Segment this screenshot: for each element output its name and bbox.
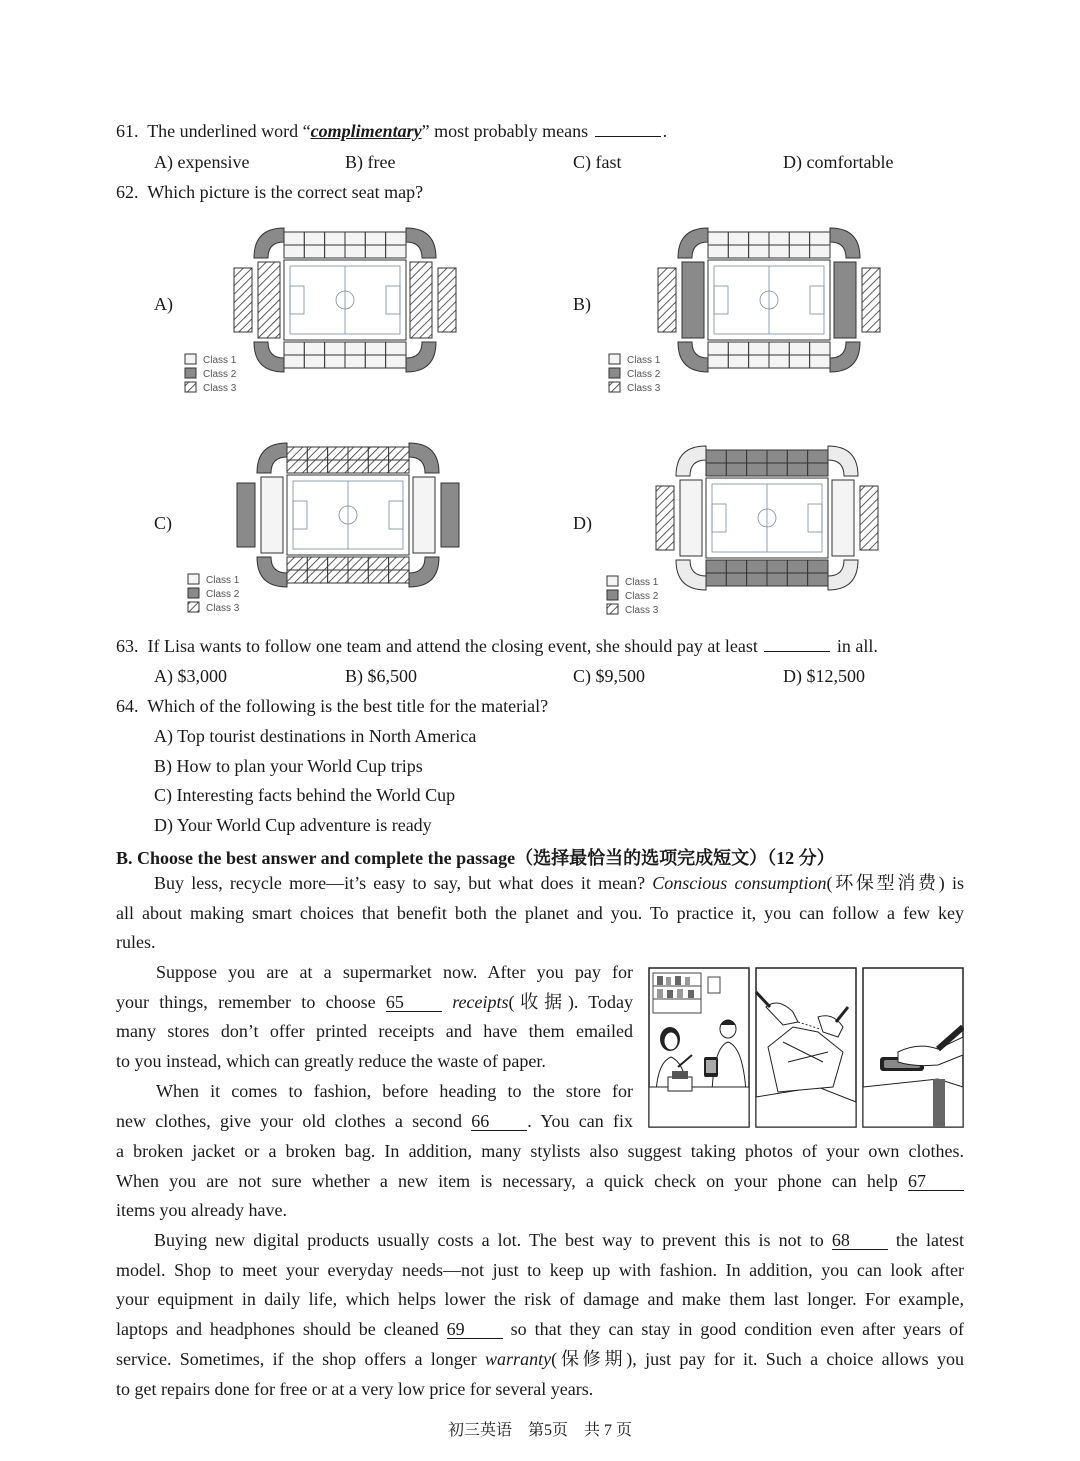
top-stand-block [368, 447, 388, 460]
text: Buy less, recycle more—it’s easy to say, but what does it mean? [154, 873, 646, 893]
text-line [116, 1167, 964, 1197]
phone-scene [863, 968, 963, 1127]
top-stand-block [810, 232, 830, 245]
top-stand-block [787, 463, 807, 476]
option-b: B) free [345, 152, 396, 172]
section-b-heading: B. Choose the best answer and complete the passage（选择最恰当的选项完成短文）（12 分） [116, 848, 835, 868]
bottom-stand-block [808, 560, 828, 573]
corner-stand [409, 557, 439, 587]
q64-text: Which of the following is the best title for the material? [147, 696, 549, 716]
top-stand-block [325, 245, 345, 258]
bottom-stand-block [810, 342, 830, 355]
bottom-stand-block [726, 573, 746, 586]
top-stand-block [708, 232, 728, 245]
text-line [116, 1107, 633, 1137]
q63-stem [116, 636, 878, 657]
bottom-stand-block [787, 573, 807, 586]
text-line [116, 1226, 964, 1256]
bottom-stand-block [706, 573, 726, 586]
corner-stand [254, 228, 284, 258]
bottom-stand-block [389, 557, 409, 570]
top-stand-block [749, 232, 769, 245]
page-footer: 初三英语 第5页 共 7 页 [447, 1422, 632, 1439]
bottom-stand-block [810, 355, 830, 368]
left-outer-stand [234, 268, 252, 332]
q63-text: If Lisa wants to follow one team and attend the closing event, she should pay at least [147, 636, 758, 656]
bottom-stand-block [787, 560, 807, 573]
underlined-word: complimentary [310, 121, 422, 141]
bottom-stand-block [284, 355, 304, 368]
corner-stand [257, 443, 287, 473]
option-a: A) expensive [154, 152, 250, 172]
top-stand-block [787, 450, 807, 463]
top-stand-block [726, 450, 746, 463]
bottom-stand-block [386, 342, 406, 355]
left-outer-stand [237, 483, 255, 547]
bottom-stand-block [287, 557, 307, 570]
top-stand-block [284, 245, 304, 258]
bottom-stand-block [307, 557, 327, 570]
top-stand-block [365, 245, 385, 258]
seat-map-c[interactable] [183, 422, 473, 614]
option-b: B) $6,500 [345, 666, 417, 686]
top-stand-block [307, 460, 327, 473]
top-stand-block [726, 463, 746, 476]
corner-stand [257, 557, 287, 587]
bottom-stand-block [389, 570, 409, 583]
right-outer-stand [862, 268, 880, 332]
option-d: D) $12,500 [783, 666, 865, 686]
legend-label: Class 3 [206, 603, 240, 614]
bottom-stand-block [348, 557, 368, 570]
top-stand-block [304, 245, 324, 258]
legend-swatch [185, 354, 196, 364]
text: . You can fix [527, 1110, 633, 1131]
text-line [116, 988, 633, 1018]
bottom-stand-block [365, 342, 385, 355]
text: new clothes, give your old clothes a second [116, 1110, 463, 1131]
bottom-stand-block [386, 355, 406, 368]
legend-label: Class 2 [627, 369, 661, 380]
top-stand-block [386, 245, 406, 258]
text-line: items you already have. [116, 1200, 287, 1221]
top-stand-block [728, 232, 748, 245]
corner-stand [830, 342, 860, 372]
text: service. Sometimes, if the shop offers a longer [116, 1348, 477, 1369]
top-stand-block [706, 463, 726, 476]
top-stand-block [728, 245, 748, 258]
corner-stand [676, 560, 706, 590]
option-c: C) $9,500 [573, 666, 645, 686]
top-stand-block [284, 232, 304, 245]
right-inner-stand [410, 262, 432, 338]
text: When you are not sure whether a new item is necessary, a quick check on your phone can help [116, 1170, 898, 1191]
left-inner-stand [261, 477, 283, 553]
blank-65[interactable]: 65 [386, 993, 442, 1012]
bottom-stand-block [728, 342, 748, 355]
text-line: to you instead, which can greatly reduce the waste of paper. [116, 1051, 546, 1072]
top-stand-block [747, 450, 767, 463]
top-stand-block [708, 245, 728, 258]
bottom-stand-block [728, 355, 748, 368]
bottom-stand-block [749, 355, 769, 368]
text-line [116, 1315, 964, 1345]
right-outer-stand [860, 486, 878, 550]
right-inner-stand [834, 262, 856, 338]
option-a: A) Top tourist destinations in North America [154, 726, 477, 746]
top-stand-block [368, 460, 388, 473]
question-number: 63. [116, 636, 139, 656]
bottom-stand-block [304, 342, 324, 355]
legend-swatch [609, 368, 620, 378]
bottom-stand-block [365, 355, 385, 368]
text: your things, remember to choose [116, 991, 376, 1012]
top-stand-block [810, 245, 830, 258]
legend-label: Class 2 [206, 589, 240, 600]
map-label-c: C) [154, 513, 172, 533]
top-stand-block [389, 460, 409, 473]
top-stand-block [769, 232, 789, 245]
recycling-illustration [648, 967, 964, 1128]
legend-label: Class 1 [627, 355, 661, 366]
text: laptops and headphones should be cleaned [116, 1319, 439, 1340]
text-line: many stores don’t offer printed receipts and have them emailed [116, 1021, 633, 1042]
question-number: 61. [116, 121, 139, 141]
bottom-stand-block [747, 560, 767, 573]
legend-swatch [607, 604, 618, 614]
question-number: 62. [116, 182, 139, 202]
top-stand-block [325, 232, 345, 245]
q61-text-after: ” most probably means [421, 121, 589, 141]
legend-swatch [609, 354, 620, 364]
map-label-b: B) [573, 294, 591, 314]
option-d: D) Your World Cup adventure is ready [154, 815, 432, 835]
legend-swatch [607, 590, 618, 600]
bottom-stand-block [345, 355, 365, 368]
top-stand-block [307, 447, 327, 460]
paragraph-4 [116, 1226, 964, 1404]
bottom-stand-block [706, 560, 726, 573]
text-line: model. Shop to meet your everyday needs—not just to keep up with fashion. In addition, you can look after [116, 1259, 964, 1280]
q61-stem [116, 121, 667, 142]
top-stand-block [808, 450, 828, 463]
text-line: your equipment in daily life, which helps lower the risk of damage and make them last longer. For example, [116, 1289, 964, 1310]
text-line: a broken jacket or a broken bag. In addition, many stylists also suggest taking photos of your own clothes. [116, 1141, 964, 1161]
bottom-stand-block [287, 570, 307, 583]
legend-swatch [185, 368, 196, 378]
corner-stand [830, 228, 860, 258]
bottom-stand-block [368, 570, 388, 583]
top-stand-block [389, 447, 409, 460]
map-label-a: A) [154, 294, 173, 314]
left-outer-stand [658, 268, 676, 332]
right-outer-stand [438, 268, 456, 332]
top-stand-block [749, 245, 769, 258]
top-stand-block [348, 447, 368, 460]
q62-text: Which picture is the correct seat map? [147, 182, 424, 202]
legend-swatch [607, 576, 618, 586]
bottom-stand-block [767, 560, 787, 573]
top-stand-block [348, 460, 368, 473]
top-stand-block [328, 447, 348, 460]
corner-stand [406, 342, 436, 372]
top-stand-block [345, 232, 365, 245]
blank-66[interactable]: 66 [471, 1112, 527, 1131]
italic-term: warranty [485, 1348, 552, 1369]
paragraph-1 [116, 869, 964, 958]
legend-swatch [188, 588, 199, 598]
option-d: D) comfortable [783, 152, 894, 172]
q62-stem [116, 182, 423, 203]
text-line: all about making smart choices that benefit both the planet and you. To practice it, you can follow a few key [116, 902, 964, 923]
q64-stem [116, 696, 548, 717]
bottom-stand-block [726, 560, 746, 573]
bottom-stand-block [789, 342, 809, 355]
seat-map-d[interactable] [602, 426, 892, 616]
bottom-stand-block [325, 355, 345, 368]
text-line: When it comes to fashion, before heading to the store for [156, 1080, 633, 1101]
q61-text: The underlined word “ [147, 121, 311, 141]
bottom-stand-block [767, 573, 787, 586]
bottom-stand-block [328, 557, 348, 570]
top-stand-block [365, 232, 385, 245]
italic-term: receipts [452, 991, 509, 1012]
top-stand-block [706, 450, 726, 463]
legend-swatch [188, 574, 199, 584]
option-a: A) $3,000 [154, 666, 227, 686]
map-label-d: D) [573, 513, 592, 533]
text-line: to get repairs done for free or at a very low price for several years. [116, 1378, 594, 1399]
bottom-stand-block [284, 342, 304, 355]
top-stand-block [287, 447, 307, 460]
q61-end: . [662, 121, 668, 141]
legend-label: Class 2 [203, 369, 237, 380]
corner-stand [406, 228, 436, 258]
bottom-stand-block [708, 355, 728, 368]
bottom-stand-block [368, 557, 388, 570]
paragraph-2 [116, 958, 633, 1136]
paragraph-3 [116, 1137, 964, 1226]
sewing-scene [756, 968, 856, 1127]
left-inner-stand [258, 262, 280, 338]
corner-stand [828, 560, 858, 590]
right-inner-stand [413, 477, 435, 553]
option-c: C) Interesting facts behind the World Cup [154, 785, 456, 805]
answer-blank [595, 122, 661, 137]
text: Buying new digital products usually costs a lot. The best way to prevent this is not to [154, 1230, 824, 1250]
bottom-stand-block [747, 573, 767, 586]
legend-label: Class 1 [203, 355, 237, 366]
legend-label: Class 3 [203, 383, 237, 394]
bottom-stand-block [348, 570, 368, 583]
text-line: Suppose you are at a supermarket now. After you pay for [156, 962, 633, 982]
checkout-scene [649, 968, 749, 1127]
bottom-stand-block [708, 342, 728, 355]
seat-map-a[interactable] [180, 212, 470, 394]
bottom-stand-block [307, 570, 327, 583]
bottom-stand-block [749, 342, 769, 355]
text-line [116, 869, 964, 899]
bottom-stand-block [789, 355, 809, 368]
top-stand-block [328, 460, 348, 473]
bottom-stand-block [345, 342, 365, 355]
corner-stand [678, 342, 708, 372]
text: so that they can stay in good condition even after years of [510, 1319, 965, 1340]
top-stand-block [789, 245, 809, 258]
legend-label: Class 3 [627, 383, 661, 394]
answer-blank [764, 637, 830, 652]
legend-label: Class 1 [625, 577, 659, 588]
top-stand-block [304, 232, 324, 245]
top-stand-block [345, 245, 365, 258]
option-c: C) fast [573, 152, 622, 172]
option-b: B) How to plan your World Cup trips [154, 756, 423, 776]
text: (收据). Today [508, 991, 634, 1012]
right-inner-stand [832, 480, 854, 556]
legend-swatch [609, 382, 620, 392]
top-stand-block [386, 232, 406, 245]
corner-stand [828, 446, 858, 476]
seat-map-b[interactable] [604, 212, 894, 394]
top-stand-block [767, 463, 787, 476]
blank-67[interactable]: 67 [908, 1172, 964, 1191]
blank-69[interactable]: 69 [447, 1320, 503, 1339]
legend-label: Class 1 [206, 575, 240, 586]
top-stand-block [808, 463, 828, 476]
text-line: rules. [116, 932, 156, 953]
legend-swatch [188, 602, 199, 612]
corner-stand [254, 342, 284, 372]
corner-stand [409, 443, 439, 473]
top-stand-block [767, 450, 787, 463]
text: (保修期), just pay for it. Such a choice allows you [551, 1348, 964, 1369]
left-outer-stand [656, 486, 674, 550]
q63-text-after: in all. [836, 636, 878, 656]
corner-stand [678, 228, 708, 258]
blank-68[interactable]: 68 [832, 1231, 888, 1250]
legend-label: Class 2 [625, 591, 659, 602]
legend-label: Class 3 [625, 605, 659, 616]
bottom-stand-block [325, 342, 345, 355]
text-line [116, 1345, 964, 1375]
question-number: 64. [116, 696, 139, 716]
top-stand-block [769, 245, 789, 258]
corner-stand [676, 446, 706, 476]
left-inner-stand [682, 262, 704, 338]
top-stand-block [789, 232, 809, 245]
text: (环保型消费) is [826, 873, 964, 893]
top-stand-block [747, 463, 767, 476]
top-stand-block [287, 460, 307, 473]
italic-term: Conscious consumption [652, 873, 827, 893]
text: the latest [895, 1230, 964, 1250]
left-inner-stand [680, 480, 702, 556]
bottom-stand-block [769, 355, 789, 368]
bottom-stand-block [769, 342, 789, 355]
legend-swatch [185, 382, 196, 392]
bottom-stand-block [328, 570, 348, 583]
right-outer-stand [441, 483, 459, 547]
bottom-stand-block [808, 573, 828, 586]
bottom-stand-block [304, 355, 324, 368]
